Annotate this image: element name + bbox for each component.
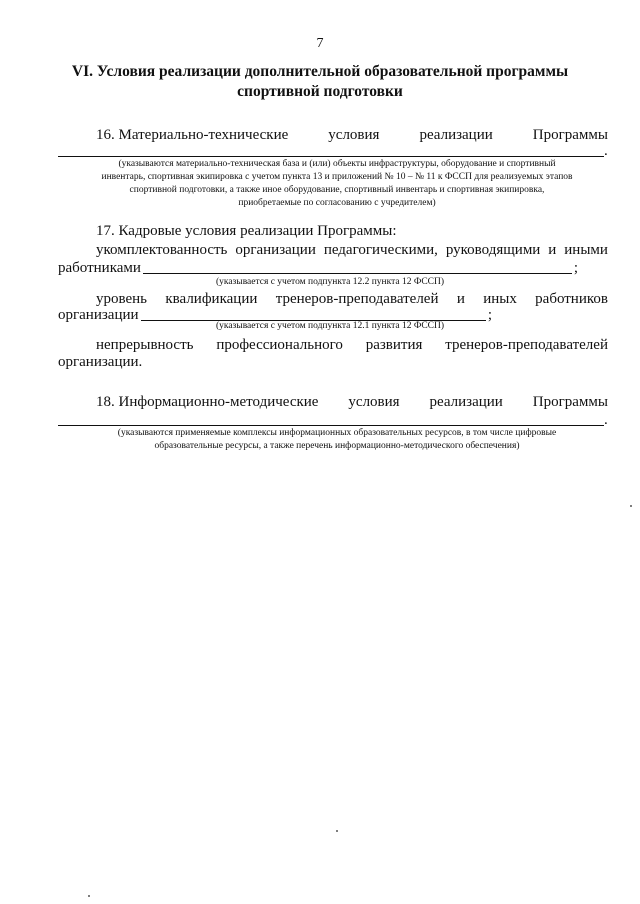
staffing-line xyxy=(96,241,608,259)
qualification-word: работников xyxy=(535,291,608,307)
page-number: 7 xyxy=(316,36,324,51)
qualification-word: уровень xyxy=(96,291,148,307)
staffing-word: организации xyxy=(235,242,316,258)
qualification-word: и xyxy=(456,291,465,307)
item-18-word: Программы xyxy=(532,394,608,410)
continuity-word: развития xyxy=(365,337,423,353)
continuity-word: тренеров-преподавателей xyxy=(445,337,608,353)
note-line: спортивной подготовки, а также иное оборудование, спортивный инвентарь и спортивная экипировка, xyxy=(129,185,545,195)
staffing-blank xyxy=(143,273,572,274)
item-16-word: Программы xyxy=(532,127,608,143)
staffing-word: укомплектованность xyxy=(96,242,228,258)
staffing-word: и xyxy=(548,242,557,258)
note-line: инвентарь, спортивная экипировка с учетом пункта 13 и приложений № 10 – № 11 к ФССП для реализуемых этапов xyxy=(101,172,573,182)
item-18-word: 18. Информационно-методические xyxy=(96,394,319,410)
qualification-word: квалификации xyxy=(165,291,258,307)
qualification-word: тренеров-преподавателей xyxy=(275,291,439,307)
staffing-note: (указывается с учетом подпункта 12.2 пункта 12 ФССП) xyxy=(215,277,445,287)
item-18-line-end: . xyxy=(604,412,608,428)
staffing-end: ; xyxy=(573,260,578,276)
staffing-fill-row xyxy=(58,259,578,277)
item-16-heading xyxy=(96,126,608,144)
staffing-word: педагогическими, xyxy=(323,242,438,258)
item-16-word: реализации xyxy=(419,127,493,143)
item-16-note xyxy=(58,158,616,210)
item-16-word: условия xyxy=(328,127,380,143)
section-title-line-1: VI. Условия реализации дополнительной образовательной программы xyxy=(71,63,569,80)
qualification-cont: организации xyxy=(58,307,139,323)
staffing-cont: работниками xyxy=(58,260,141,276)
item-16-word: 16. Материально-технические xyxy=(96,127,289,143)
staffing-word: иными xyxy=(564,242,608,258)
item-18-word: условия xyxy=(348,394,400,410)
qualification-end: ; xyxy=(487,307,492,323)
continuity-word: непрерывность xyxy=(96,337,194,353)
item-18-heading xyxy=(96,393,608,411)
continuity-cont: организации. xyxy=(58,354,143,370)
scan-speck xyxy=(88,895,90,897)
section-title-line-2: спортивной подготовки xyxy=(237,83,403,100)
continuity-line xyxy=(96,336,608,354)
scan-speck xyxy=(336,830,338,832)
item-16-line-end: . xyxy=(604,143,608,159)
item-18-fill-line xyxy=(58,425,604,426)
item-17-heading: 17. Кадровые условия реализации Программы: xyxy=(96,223,397,239)
item-18-word: реализации xyxy=(429,394,503,410)
scan-speck xyxy=(630,505,632,507)
section-title xyxy=(40,62,600,102)
note-line: образовательные ресурсы, а также перечень информационно-методического обеспечения) xyxy=(154,441,520,451)
qualification-note: (указывается с учетом подпункта 12.1 пункта 12 ФССП) xyxy=(215,321,445,331)
note-line: (указываются применяемые комплексы информационных образовательных ресурсов, в том числе цифровые xyxy=(117,428,557,438)
note-line: (указываются материально-техническая база и (или) объекты инфраструктуры, оборудование и спортивный xyxy=(118,159,556,169)
item-18-note xyxy=(58,427,616,453)
item-16-fill-line xyxy=(58,156,604,157)
staffing-word: руководящими xyxy=(445,242,541,258)
qualification-word: иных xyxy=(483,291,517,307)
note-line: приобретаемые по согласованию с учредителем) xyxy=(238,198,436,208)
continuity-word: профессионального xyxy=(216,337,343,353)
